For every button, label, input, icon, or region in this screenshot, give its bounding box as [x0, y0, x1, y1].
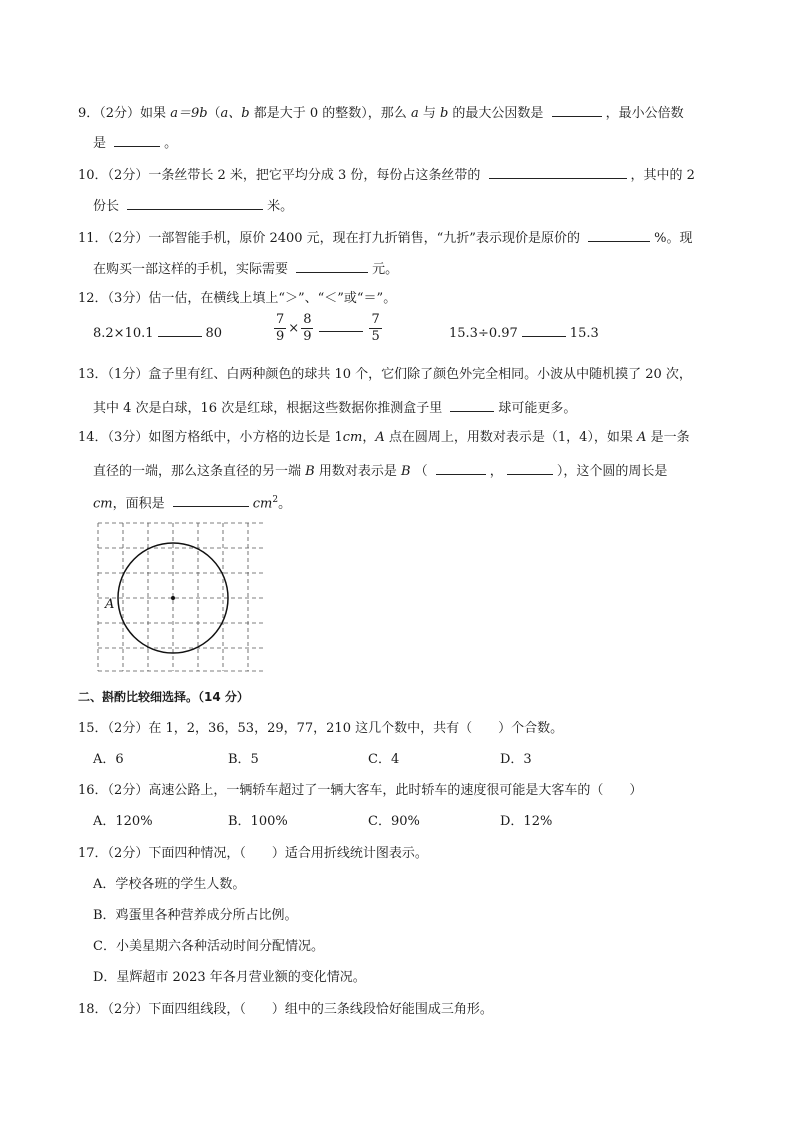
q9-var-a: a	[410, 106, 419, 121]
q18-stem: 18．（2分）下面四组线段，（ ）组中的三条线段恰好能围成三角形。	[78, 1002, 493, 1017]
q12-expr1: 8.2×10.1 80	[93, 322, 222, 343]
q17-stem: 17．（2分）下面四种情况，（ ）适合用折线统计图表示。	[78, 846, 428, 861]
answer-blank[interactable]	[173, 492, 249, 507]
q9-line2: 是 。	[93, 132, 177, 153]
q14-line3: cm，面积是 $cm^2$。	[93, 491, 291, 513]
answer-blank[interactable]	[319, 317, 363, 332]
q15-stem: 15．（2分）在 1，2，36，53，29，77，210 这几个数中，共有（ ）个合数。	[78, 721, 564, 736]
q17-option-a[interactable]: A．学校各班的学生人数。	[93, 877, 246, 892]
q11-line1: 11．（2分）一部智能手机，原价 2400 元，现在打九折销售，“九折”表示现价是原价的 %。现	[78, 227, 692, 248]
q16-stem: 16．（2分）高速公路上，一辆轿车超过了一辆大客车，此时轿车的速度很可能是大客车的（ ）	[78, 783, 643, 798]
answer-blank[interactable]	[588, 227, 650, 242]
q10-line2: 份长 米。	[93, 195, 293, 216]
answer-blank[interactable]	[296, 258, 368, 273]
answer-blank[interactable]	[450, 397, 494, 412]
q15-option-d[interactable]: D．3	[500, 752, 532, 767]
q13-line1: 13．（1分）盒子里有红、白两种颜色的球共 10 个，它们除了颜色外完全相同。小波从中随机摸了 20 次，	[78, 367, 692, 382]
fraction: $\frac{7}{9}$	[276, 312, 285, 344]
q16-option-b[interactable]: B．100%	[228, 814, 288, 829]
answer-blank[interactable]	[127, 195, 263, 210]
q11-line2: 在购买一部这样的手机，实际需要 元。	[93, 258, 398, 279]
q12-expr2: $\frac{7}{9}$ × $\frac{8}{9}$ $\frac{7}{5}$	[276, 312, 380, 344]
q16-option-d[interactable]: D．12%	[500, 814, 553, 829]
answer-blank[interactable]	[522, 322, 566, 337]
q9-var-b: b	[439, 106, 449, 121]
point-a-label: A	[105, 597, 115, 612]
q16-option-a[interactable]: A．120%	[93, 814, 153, 829]
q16-option-c[interactable]: C．90%	[368, 814, 420, 829]
q15-option-c[interactable]: C．4	[368, 752, 400, 767]
q13-line2: 其中 4 次是白球，16 次是红球，根据这些数据你推测盒子里 球可能更多。	[93, 397, 576, 418]
q15-option-a[interactable]: A．6	[93, 752, 124, 767]
q14-line1: 14．（3分）如图方格纸中，小方格的边长是 1cm，A 点在圆周上，用数对表示是（1，4），如果 A 是一条	[78, 430, 690, 445]
q14-line2: 直径的一端，那么这条直径的另一端 B 用数对表示是 B （ ， ），这个圆的周长是	[93, 460, 667, 481]
q12-expr3: 15.3÷0.97 15.3	[449, 322, 599, 343]
answer-blank[interactable]	[489, 164, 627, 179]
center-point	[171, 596, 175, 600]
answer-blank[interactable]	[158, 322, 202, 337]
answer-blank[interactable]	[114, 132, 160, 147]
fraction: $\frac{8}{9}$	[303, 312, 312, 344]
q12-stem: 12．（3分）估一估，在横线上填上“＞”、“＜”或“＝”。	[78, 291, 397, 306]
q10-line1: 10．（2分）一条丝带长 2 米，把它平均分成 3 份，每份占这条丝带的 ，其中的 2	[78, 164, 695, 185]
section-heading: 二、斟酌比较细选择。（14 分）	[78, 690, 249, 704]
q17-option-d[interactable]: D．星辉超市 2023 年各月营业额的变化情况。	[93, 970, 366, 985]
q17-option-c[interactable]: C．小美星期六各种活动时间分配情况。	[93, 939, 324, 954]
q9-vars: a、b	[220, 106, 250, 121]
q9-equation: a＝9b	[170, 106, 208, 121]
answer-blank[interactable]	[436, 460, 486, 475]
answer-blank[interactable]	[507, 460, 553, 475]
grid-circle-figure	[96, 520, 268, 674]
answer-blank[interactable]	[552, 102, 602, 117]
q17-option-b[interactable]: B．鸡蛋里各种营养成分所占比例。	[93, 908, 298, 923]
q15-option-b[interactable]: B．5	[228, 752, 259, 767]
q9-line1: 9．（2分）如果 a＝9b（a、b 都是大于 0 的整数），那么 a 与 b 的最大公因数是 ，最小公倍数	[78, 102, 684, 123]
fraction: $\frac{7}{5}$	[371, 312, 380, 344]
